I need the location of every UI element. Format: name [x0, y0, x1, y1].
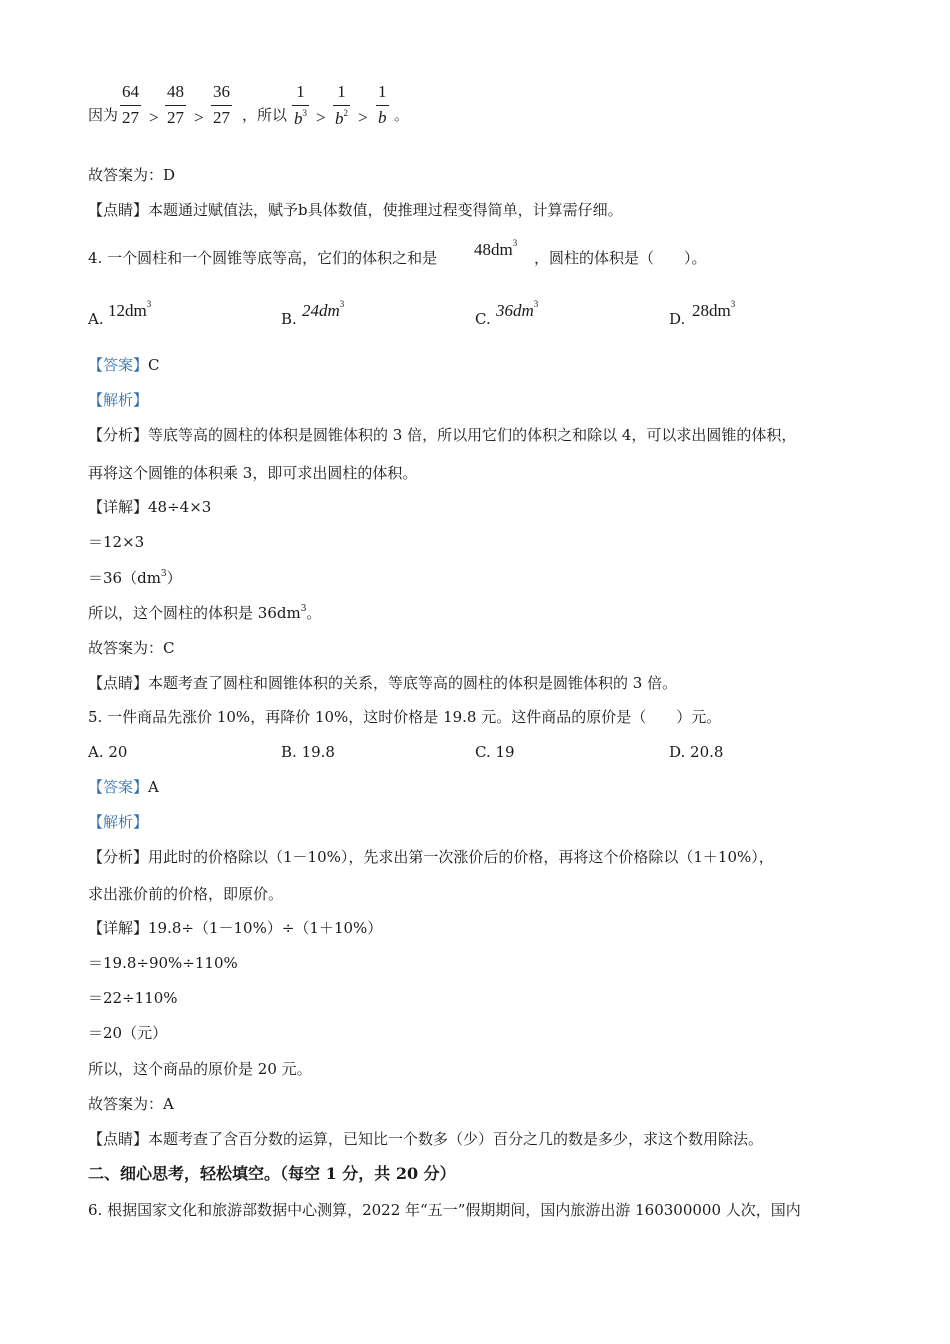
q4-option-c-value: $36dm^3$	[496, 299, 539, 320]
q4-fenxi-1: 【分析】等底等高的圆柱的体积是圆锥体积的 3 倍，所以用它们的体积之和除以 4，可以求出圆锥的体积，	[88, 426, 797, 444]
q4-option-b-value: $24dm^3$	[302, 299, 345, 320]
q5-fenxi-2: 求出涨价前的价格，即原价。	[88, 885, 284, 903]
q4-dianjing: 【点睛】本题考查了圆柱和圆锥体积的关系，等底等高的圆柱的体积是圆锥体积的 3 倍。	[88, 674, 678, 692]
q5-step-1: ＝19.8÷90%÷110%	[88, 954, 238, 972]
q5-jiexi: 【解析】	[88, 813, 149, 831]
q5-option-a: A. 20	[88, 743, 128, 761]
q5-step-2: ＝22÷110%	[88, 989, 178, 1007]
q4-conclusion: 所以，这个圆柱的体积是 $36dm^3$。	[88, 604, 322, 622]
fraction-1-b: 1 b	[378, 82, 387, 127]
text-end: 。	[394, 106, 410, 124]
q4-step-2: $=36(dm^3)$	[88, 569, 182, 587]
q4-option-a-value: $12dm^3$	[108, 299, 152, 320]
q4-stem-text: 4. 一个圆柱和一个圆锥等底等高，它们的体积之和是	[88, 249, 438, 267]
q5-stem: 5. 一件商品先涨价 10%，再降价 10%，这时价格是 19.8 元。这件商品的原价是（ ）元。	[88, 708, 722, 726]
q5-answer: 【答案】A	[88, 778, 159, 796]
q6-stem: 6. 根据国家文化和旅游部数据中心测算，2022 年“五一”假期期间，国内旅游出游 160300000 人次，国内	[88, 1201, 801, 1219]
q4-stem-tail: ，圆柱的体积是（ ）。	[534, 249, 707, 267]
q4-xiangjie: 【详解】48÷4×3	[88, 498, 212, 516]
q5-option-b: B. 19.8	[281, 743, 335, 761]
gt-sign: >	[149, 108, 159, 127]
text-prefix: 因为	[88, 106, 119, 124]
fraction-36-27: 36 27	[213, 82, 230, 127]
q3-answer-line: 故答案为：D	[88, 166, 176, 184]
text-mid: ，所以	[242, 106, 288, 124]
q4-answer: 【答案】C	[88, 356, 160, 374]
q5-option-c: C. 19	[475, 743, 515, 761]
q5-option-d: D. 20.8	[669, 743, 724, 761]
gt-sign: >	[194, 108, 204, 127]
q5-step-3: ＝20（元）	[88, 1024, 168, 1042]
fraction-1-b3: 1 $b^3$	[294, 82, 307, 128]
q4-option-c-letter: C.	[475, 310, 491, 328]
q4-option-d-letter: D.	[669, 310, 686, 328]
q3-dianjing: 【点睛】本题通过赋值法，赋予b具体数值，使推理过程变得简单，计算需仔细。	[88, 201, 623, 219]
q4-answer-line: 故答案为：C	[88, 639, 175, 657]
q4-option-b-letter: B.	[281, 310, 297, 328]
q4-fenxi-2: 再将这个圆锥的体积乘 3，即可求出圆柱的体积。	[88, 464, 418, 482]
q5-conclusion: 所以，这个商品的原价是 20 元。	[88, 1060, 312, 1078]
q5-answer-line: 故答案为：A	[88, 1095, 174, 1113]
fraction-1-b2: 1 $b^2$	[335, 82, 348, 128]
q5-fenxi-1: 【分析】用此时的价格除以（1－10%），先求出第一次涨价后的价格，再将这个价格除以（1＋10%），	[88, 848, 774, 866]
q4-option-d-value: $28dm^3$	[692, 299, 736, 320]
q4-stem-volume: $48dm^3$	[474, 238, 518, 259]
fraction-64-27: 64 27	[122, 82, 139, 127]
q5-dianjing: 【点睛】本题考查了含百分数的运算，已知比一个数多（少）百分之几的数是多少，求这个数用除法。	[88, 1130, 764, 1148]
section-2-heading: 二、细心思考，轻松填空。（每空 1 分，共 20 分）	[88, 1164, 456, 1183]
q5-xiangjie: 【详解】19.8÷（1－10%）÷（1＋10%）	[88, 919, 383, 937]
gt-sign: >	[316, 108, 326, 127]
q4-option-a-letter: A.	[88, 310, 104, 328]
q4-jiexi: 【解析】	[88, 391, 149, 409]
q4-step-1: ＝12×3	[88, 533, 145, 551]
fraction-48-27: 48 27	[167, 82, 184, 127]
gt-sign: >	[358, 108, 368, 127]
